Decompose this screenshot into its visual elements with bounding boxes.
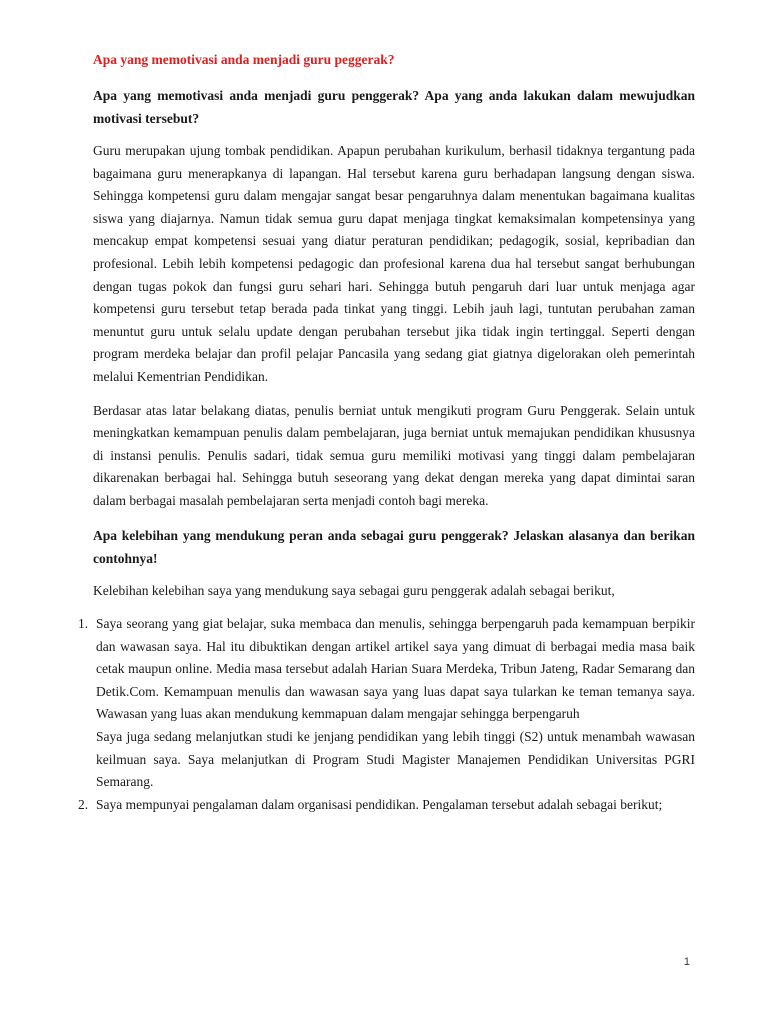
question-2: Apa kelebihan yang mendukung peran anda sebagai guru penggerak? Jelaskan alasanya dan berikan contohnya! [93, 527, 695, 566]
page-number: 1 [683, 956, 690, 968]
paragraph-3: Kelebihan kelebihan saya yang mendukung saya sebagai guru penggerak adalah sebagai berikut, [93, 582, 615, 598]
document-heading: Apa yang memotivasi anda menjadi guru peggerak? [93, 52, 395, 67]
paragraph-2: Berdasar atas latar belakang diatas, penulis berniat untuk mengikuti program Guru Penggerak. Selain untuk meningkatkan kemampuan penulis dalam pembelajaran, juga berniat untuk memajukan pendidikan khususnya di instansi penulis. Penulis sadari, tidak semua guru memiliki motivasi yang tinggi dalam pembelajaran dikarenakan berbagai hal. Sehingga butuh seseorang yang dekat dengan mereka yang dapat dimintai saran dalam berbagai masalah pembelajaran serta menjadi contoh bagi mereka. [93, 402, 695, 508]
question-1: Apa yang memotivasi anda menjadi guru penggerak? Apa yang anda lakukan dalam mewujudkan motivasi tersebut? [93, 88, 695, 126]
document-body [78, 50, 695, 816]
advantages-list [78, 613, 695, 816]
paragraph-1: Guru merupakan ujung tombak pendidikan. Apapun perubahan kurikulum, berhasil tidaknya tergantung pada bagaimana guru menerapkanya di lapangan. Hal tersebut karena guru berhadapan langsung dengan siswa. Sehingga kompetensi guru dalam mengajar sangat besar pengaruhnya dalam menentukan bagaimana kualitas siswa yang diajarnya. Namun tidak semua guru dapat menjaga tingkat kemaksimalan kompetensinya yang mencakup empat kompetensi sesuai yang diatur peraturan pendidikan; pedagogik, sosial, kepribadian dan profesional. Lebih lebih kompetensi pedagogic dan profesional karena dua hal tersebut sangat berhubungan dengan tugas pokok dan fungsi guru sehari hari. Sehingga butuh pengaruh dari luar untuk menjaga agar kompetensi guru tersebut tetap berada pada tinkat yang tinggi. Lebih jauh lagi, tuntutan perubahan zaman menuntut guru untuk selalu update dengan perubahan tersebut jika tidak ingin tertinggal. Seperti dengan program merdeka belajar dan profil pelajar Pancasila yang sedang giat giatnya digelorakan oleh pemerintah melalui Kementrian Pendidikan. [93, 143, 695, 384]
list-item-text: Saya mempunyai pengalaman dalam organisasi pendidikan. Pengalaman tersebut adalah sebagai berikut; [96, 796, 663, 812]
list-item [78, 613, 695, 794]
list-item [78, 794, 695, 817]
list-item-number: 2. [78, 796, 89, 812]
list-item-number: 1. [78, 616, 89, 632]
list-item-text: Saya seorang yang giat belajar, suka membaca dan menulis, sehingga berpengaruh pada kemampuan berpikir dan wawasan saya. Hal itu dibuktikan dengan artikel artikel saya yang dimuat di berbagai media masa baik cetak maupun online. Media masa tersebut adalah Harian Suara Merdeka, Tribun Jateng, Radar Semarang dan Detik.Com. Kemampuan menulis dan wawasan saya yang luas dapat saya tularkan ke teman temanya saya. Wawasan yang luas akan mendukung kemmapuan dalam mengajar sehingga berpengaruh [96, 616, 695, 722]
list-item-text-continued: Saya juga sedang melanjutkan studi ke jenjang pendidikan yang lebih tinggi (S2) untuk menambah wawasan keilmuan saya. Saya melanjutkan di Program Studi Magister Manajemen Pendidikan Universitas PGRI Semarang. [96, 729, 695, 790]
